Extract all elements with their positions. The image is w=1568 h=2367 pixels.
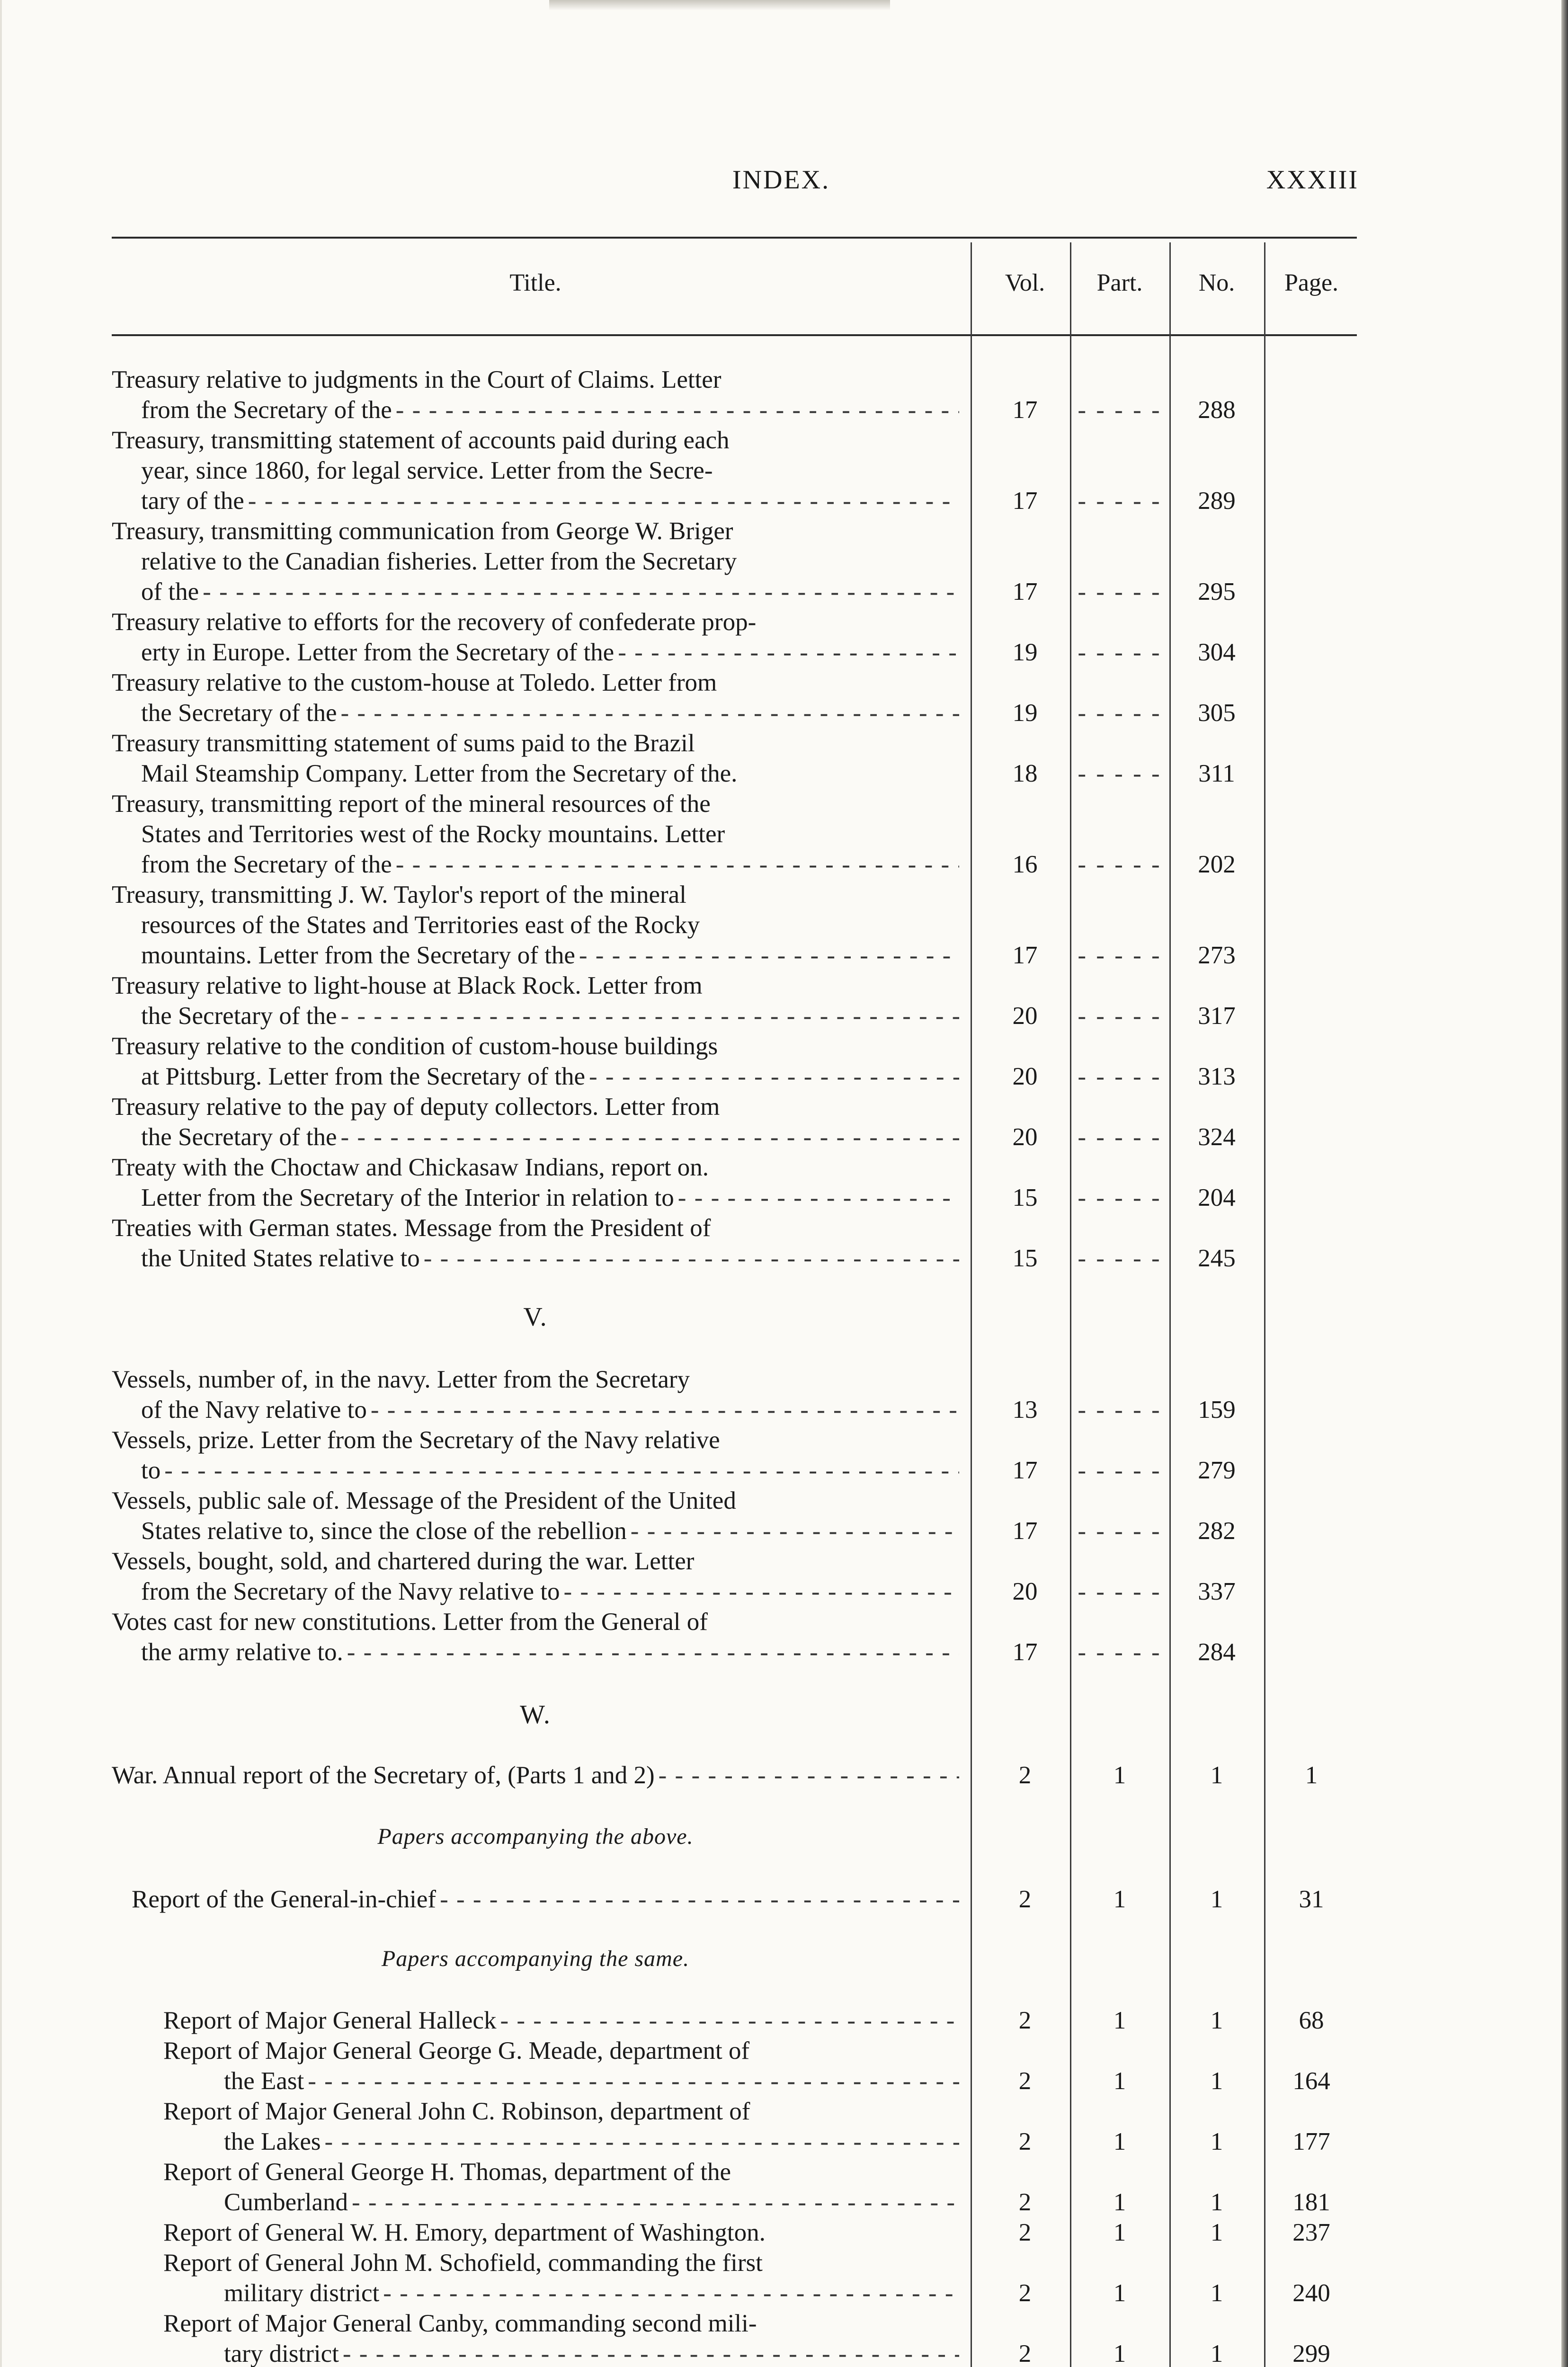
entry-vol: 2 <box>1018 1886 1032 1913</box>
entry-page: 1 <box>1305 1762 1318 1789</box>
page-number: XXXIII <box>1266 165 1359 195</box>
entry-title-line: Treaties with German states. Message from the President of <box>112 1214 711 1242</box>
entry-no: 1 <box>1210 2007 1223 2034</box>
entry-title-line: Report of General W. H. Emory, department of Washington. <box>163 2219 766 2246</box>
entry-title-line: of the - - - <box>112 577 959 607</box>
entry-no: 279 <box>1198 1457 1236 1484</box>
entry-no: 273 <box>1198 942 1236 969</box>
entry-no: 324 <box>1198 1123 1236 1151</box>
entry-title <box>112 1031 959 1092</box>
entry-vol: 2 <box>1018 2007 1032 2034</box>
entry-title <box>132 1884 959 1914</box>
entry-vol: 15 <box>1012 1245 1038 1272</box>
entry-title-line: the East - - - <box>163 2066 959 2096</box>
entry-title <box>112 516 959 607</box>
entry-title-line: relative to the Canadian fisheries. Letter from the Secretary <box>141 548 737 575</box>
column-divider <box>1169 242 1171 2367</box>
entry-vol: 19 <box>1012 639 1038 666</box>
entry-title-line: from the Secretary of the - - - <box>112 849 959 880</box>
entry-title-line: Treasury relative to the pay of deputy collectors. Letter from <box>112 1093 720 1121</box>
entry-title-line: the Secretary of the - - - <box>112 1122 959 1152</box>
entry-no: 245 <box>1198 1245 1236 1272</box>
entry-title-line: mountains. Letter from the Secretary of the - - - <box>112 940 959 970</box>
entry-title-line: the Lakes - - - <box>163 2127 959 2157</box>
leader-dots <box>341 698 960 728</box>
entry-no: 304 <box>1198 639 1236 666</box>
entry-no: 313 <box>1198 1063 1236 1090</box>
entry-title-line: tary district - - - <box>163 2339 959 2367</box>
subheading-accompanying-above: Papers accompanying the above. <box>377 1824 694 1849</box>
entry-vol: 18 <box>1012 760 1038 787</box>
entry-title-line: Treasury relative to judgments in the Court of Claims. Letter <box>112 366 722 393</box>
entry-title-line: to - - - <box>112 1455 959 1486</box>
entry-title-line: the Secretary of the - - - <box>112 1001 959 1031</box>
entry-part: - - - - - <box>1078 1578 1162 1605</box>
entry-title-line: Report of General George H. Thomas, department of the <box>163 2158 731 2186</box>
leader-dots <box>579 940 959 970</box>
entry-title-line: Report of General John M. Schofield, commanding the first <box>163 2249 763 2277</box>
entry-title-line: States relative to, since the close of the rebellion - - - <box>112 1516 959 1546</box>
entry-title-line: Votes cast for new constitutions. Letter from the General of <box>112 1608 708 1636</box>
entry-title-line: Treaty with the Choctaw and Chickasaw Indians, report on. <box>112 1154 709 1181</box>
leader-dots <box>659 1760 959 1790</box>
page-edge-right <box>1561 0 1568 2367</box>
leader-dots <box>563 1576 959 1607</box>
entry-title-line: Report of Major General John C. Robinson, department of <box>163 2098 750 2125</box>
scan-smudge <box>549 0 890 10</box>
entry-title-line: the army relative to. - - - <box>112 1637 959 1667</box>
entry-part: - - - - - <box>1078 1517 1162 1545</box>
leader-dots <box>341 1122 960 1152</box>
entry-title <box>112 1760 959 1790</box>
entry-part: - - - - - <box>1078 1638 1162 1666</box>
entry-vol: 19 <box>1012 699 1038 727</box>
entry-title-line: Report of Major General Canby, commanding second mili- <box>163 2310 757 2337</box>
entry-title-line: at Pittsburg. Letter from the Secretary of the - - - <box>112 1061 959 1092</box>
entry-part: - - - - - <box>1078 1457 1162 1484</box>
entry-part: - - - - - <box>1078 1396 1162 1424</box>
entry-title-line: Treasury, transmitting report of the mineral resources of the <box>112 790 711 818</box>
entry-title <box>112 880 959 970</box>
entry-title-line: Vessels, prize. Letter from the Secretary of the Navy relative <box>112 1426 720 1454</box>
entry-part: 1 <box>1113 1762 1126 1789</box>
leader-dots <box>343 2339 959 2367</box>
entry-part: 1 <box>1113 2007 1126 2034</box>
entry-no: 317 <box>1198 1002 1236 1030</box>
entry-no: 1 <box>1210 2340 1223 2367</box>
entry-no: 337 <box>1198 1578 1236 1605</box>
entry-part: - - - - - <box>1078 1123 1162 1151</box>
entry-title <box>112 1092 959 1152</box>
entry-no: 1 <box>1210 2067 1223 2095</box>
entry-vol: 17 <box>1012 1457 1038 1484</box>
entry-title <box>112 1425 959 1486</box>
entry-part: - - - - - <box>1078 1063 1162 1090</box>
entry-no: 295 <box>1198 578 1236 605</box>
entry-title-line: Vessels, public sale of. Message of the President of the United <box>112 1487 736 1514</box>
entry-vol: 16 <box>1012 851 1038 878</box>
entry-no: 1 <box>1210 1886 1223 1913</box>
entry-part: 1 <box>1113 2067 1126 2095</box>
entry-title-line: Treasury relative to the custom-house at Toledo. Letter from <box>112 669 717 696</box>
entry-title-line: erty in Europe. Letter from the Secretary of the - - - <box>112 637 959 667</box>
entry-title <box>163 2308 959 2367</box>
entry-no: 305 <box>1198 699 1236 727</box>
entry-vol: 17 <box>1012 487 1038 515</box>
entry-part: 1 <box>1113 2219 1126 2246</box>
entry-no: 289 <box>1198 487 1236 515</box>
entry-vol: 20 <box>1012 1002 1038 1030</box>
table-top-rule <box>112 237 1357 239</box>
column-header-title: Title. <box>509 269 561 296</box>
entry-part: - - - - - <box>1078 1184 1162 1211</box>
entry-no: 282 <box>1198 1517 1236 1545</box>
entry-title-line: from the Secretary of the - - - <box>112 395 959 425</box>
entry-part: - - - - - <box>1078 639 1162 666</box>
entry-no: 159 <box>1198 1396 1236 1424</box>
entry-title-line: Cumberland - - - <box>163 2187 959 2217</box>
entry-title <box>163 2157 959 2217</box>
entry-page: 68 <box>1299 2007 1324 2034</box>
entry-vol: 20 <box>1012 1578 1038 1605</box>
entry-title-line: the United States relative to - - - <box>112 1243 959 1273</box>
entry-title-line: Vessels, bought, sold, and chartered during the war. Letter <box>112 1548 695 1575</box>
leader-dots <box>500 2005 959 2036</box>
column-header-no: No. <box>1198 269 1235 296</box>
section-heading-w: W. <box>520 1700 551 1729</box>
entry-title <box>112 607 959 667</box>
entry-title-line: States and Territories west of the Rocky mountains. Letter <box>141 820 725 848</box>
entry-title <box>112 425 959 516</box>
entry-title-line: tary of the - - - <box>112 486 959 516</box>
entry-vol: 17 <box>1012 1638 1038 1666</box>
entry-vol: 2 <box>1018 2189 1032 2216</box>
entry-part: 1 <box>1113 2340 1126 2367</box>
entry-title-line: resources of the States and Territories east of the Rocky <box>141 911 700 939</box>
column-divider <box>971 242 972 2367</box>
entry-no: 1 <box>1210 1762 1223 1789</box>
entry-vol: 2 <box>1018 1762 1032 1789</box>
entry-page: 164 <box>1292 2067 1330 2095</box>
entry-title-line: Treasury relative to efforts for the recovery of confederate prop- <box>112 608 757 636</box>
entry-title-line: Treasury, transmitting statement of accounts paid during each <box>112 427 730 454</box>
entry-no: 1 <box>1210 2279 1223 2307</box>
entry-vol: 2 <box>1018 2279 1032 2307</box>
entry-part: 1 <box>1113 2189 1126 2216</box>
leader-dots <box>325 2127 959 2157</box>
entry-title <box>163 2005 959 2036</box>
running-head: INDEX. <box>732 165 830 195</box>
leader-dots <box>371 1395 959 1425</box>
entry-part: 1 <box>1113 1886 1126 1913</box>
column-header-part: Part. <box>1096 269 1143 296</box>
entry-page: 240 <box>1292 2279 1330 2307</box>
entry-title <box>163 2248 959 2308</box>
leader-dots <box>678 1183 959 1213</box>
entry-title-line: Mail Steamship Company. Letter from the Secretary of the. <box>141 760 738 787</box>
entry-vol: 20 <box>1012 1063 1038 1090</box>
entry-title-line: the Secretary of the - - - <box>112 698 959 728</box>
entry-no: 1 <box>1210 2189 1223 2216</box>
page-edge-left <box>0 0 2 2367</box>
entry-title <box>112 970 959 1031</box>
entry-title <box>163 2036 959 2096</box>
entry-title <box>112 1152 959 1213</box>
leader-dots <box>203 577 959 607</box>
leader-dots <box>341 1001 960 1031</box>
subheading-accompanying-same: Papers accompanying the same. <box>381 1946 690 1971</box>
entry-title-line: Treasury transmitting statement of sums paid to the Brazil <box>112 730 695 757</box>
leader-dots <box>440 1884 959 1914</box>
leader-dots <box>164 1455 959 1486</box>
column-header-vol: Vol. <box>1005 269 1045 296</box>
entry-vol: 20 <box>1012 1123 1038 1151</box>
entry-title-line: from the Secretary of the Navy relative to - - - <box>112 1576 959 1607</box>
entry-vol: 17 <box>1012 396 1038 424</box>
entry-title <box>112 1213 959 1273</box>
entry-page: 237 <box>1292 2219 1330 2246</box>
column-divider <box>1264 242 1265 2367</box>
entry-title-line: Treasury relative to light-house at Black Rock. Letter from <box>112 972 703 999</box>
entry-title-line: Treasury, transmitting J. W. Taylor's report of the mineral <box>112 881 686 908</box>
entry-vol: 2 <box>1018 2067 1032 2095</box>
entry-part: - - - - - <box>1078 851 1162 878</box>
entry-title-line: Report of Major General Halleck - - - <box>163 2005 959 2036</box>
entry-part: - - - - - <box>1078 699 1162 727</box>
entry-part: - - - - - <box>1078 396 1162 424</box>
leader-dots <box>383 2278 959 2308</box>
entry-part: - - - - - <box>1078 760 1162 787</box>
entry-title <box>112 728 959 789</box>
entry-no: 202 <box>1198 851 1236 878</box>
entry-part: - - - - - <box>1078 487 1162 515</box>
leader-dots <box>589 1061 959 1092</box>
entry-page: 177 <box>1292 2128 1330 2155</box>
leader-dots <box>352 2187 959 2217</box>
entry-no: 288 <box>1198 396 1236 424</box>
entry-title <box>112 1364 959 1425</box>
leader-dots <box>396 849 959 880</box>
entry-title-line: of the Navy relative to - - - <box>112 1395 959 1425</box>
entry-title-line: year, since 1860, for legal service. Letter from the Secre- <box>141 457 713 484</box>
entry-vol: 2 <box>1018 2340 1032 2367</box>
leader-dots <box>424 1243 959 1273</box>
entry-title-line: Vessels, number of, in the navy. Letter from the Secretary <box>112 1366 690 1393</box>
entry-title-line: Report of Major General George G. Meade, department of <box>163 2037 750 2064</box>
entry-title-line: Treasury, transmitting communication from George W. Briger <box>112 517 733 545</box>
entry-vol: 17 <box>1012 1517 1038 1545</box>
entry-title-line: military district - - - <box>163 2278 959 2308</box>
entry-no: 284 <box>1198 1638 1236 1666</box>
entry-part: - - - - - <box>1078 578 1162 605</box>
entry-no: 1 <box>1210 2219 1223 2246</box>
leader-dots <box>396 395 959 425</box>
entry-title <box>112 1607 959 1667</box>
entry-title <box>112 1486 959 1546</box>
entry-title <box>163 2217 959 2248</box>
entry-vol: 15 <box>1012 1184 1038 1211</box>
entry-title-line: Report of the General-in-chief - - - <box>132 1884 959 1914</box>
entry-part: - - - - - <box>1078 942 1162 969</box>
leader-dots <box>248 486 959 516</box>
entry-vol: 2 <box>1018 2219 1032 2246</box>
column-header-page: Page. <box>1284 269 1339 296</box>
entry-vol: 17 <box>1012 578 1038 605</box>
section-heading-v: V. <box>523 1302 548 1332</box>
entry-part: - - - - - <box>1078 1245 1162 1272</box>
entry-part: 1 <box>1113 2279 1126 2307</box>
leader-dots <box>631 1516 959 1546</box>
entry-title-line: Treasury relative to the condition of custom-house buildings <box>112 1032 718 1060</box>
entry-part: 1 <box>1113 2128 1126 2155</box>
entry-no: 1 <box>1210 2128 1223 2155</box>
entry-title <box>112 1546 959 1607</box>
leader-dots <box>308 2066 959 2096</box>
entry-title <box>112 789 959 880</box>
leader-dots <box>347 1637 959 1667</box>
column-divider <box>1070 242 1071 2367</box>
entry-page: 31 <box>1299 1886 1324 1913</box>
entry-vol: 2 <box>1018 2128 1032 2155</box>
entry-part: - - - - - <box>1078 1002 1162 1030</box>
entry-no: 204 <box>1198 1184 1236 1211</box>
leader-dots <box>618 637 959 667</box>
entry-vol: 13 <box>1012 1396 1038 1424</box>
entry-title <box>112 667 959 728</box>
entry-page: 181 <box>1292 2189 1330 2216</box>
entry-title <box>112 365 959 425</box>
entry-title <box>163 2096 959 2157</box>
entry-title-line: Letter from the Secretary of the Interior in relation to - - - <box>112 1183 959 1213</box>
entry-page: 299 <box>1292 2340 1330 2367</box>
entry-no: 311 <box>1198 760 1235 787</box>
entry-vol: 17 <box>1012 942 1038 969</box>
entry-title-line: War. Annual report of the Secretary of, (Parts 1 and 2) - - - <box>112 1760 959 1790</box>
